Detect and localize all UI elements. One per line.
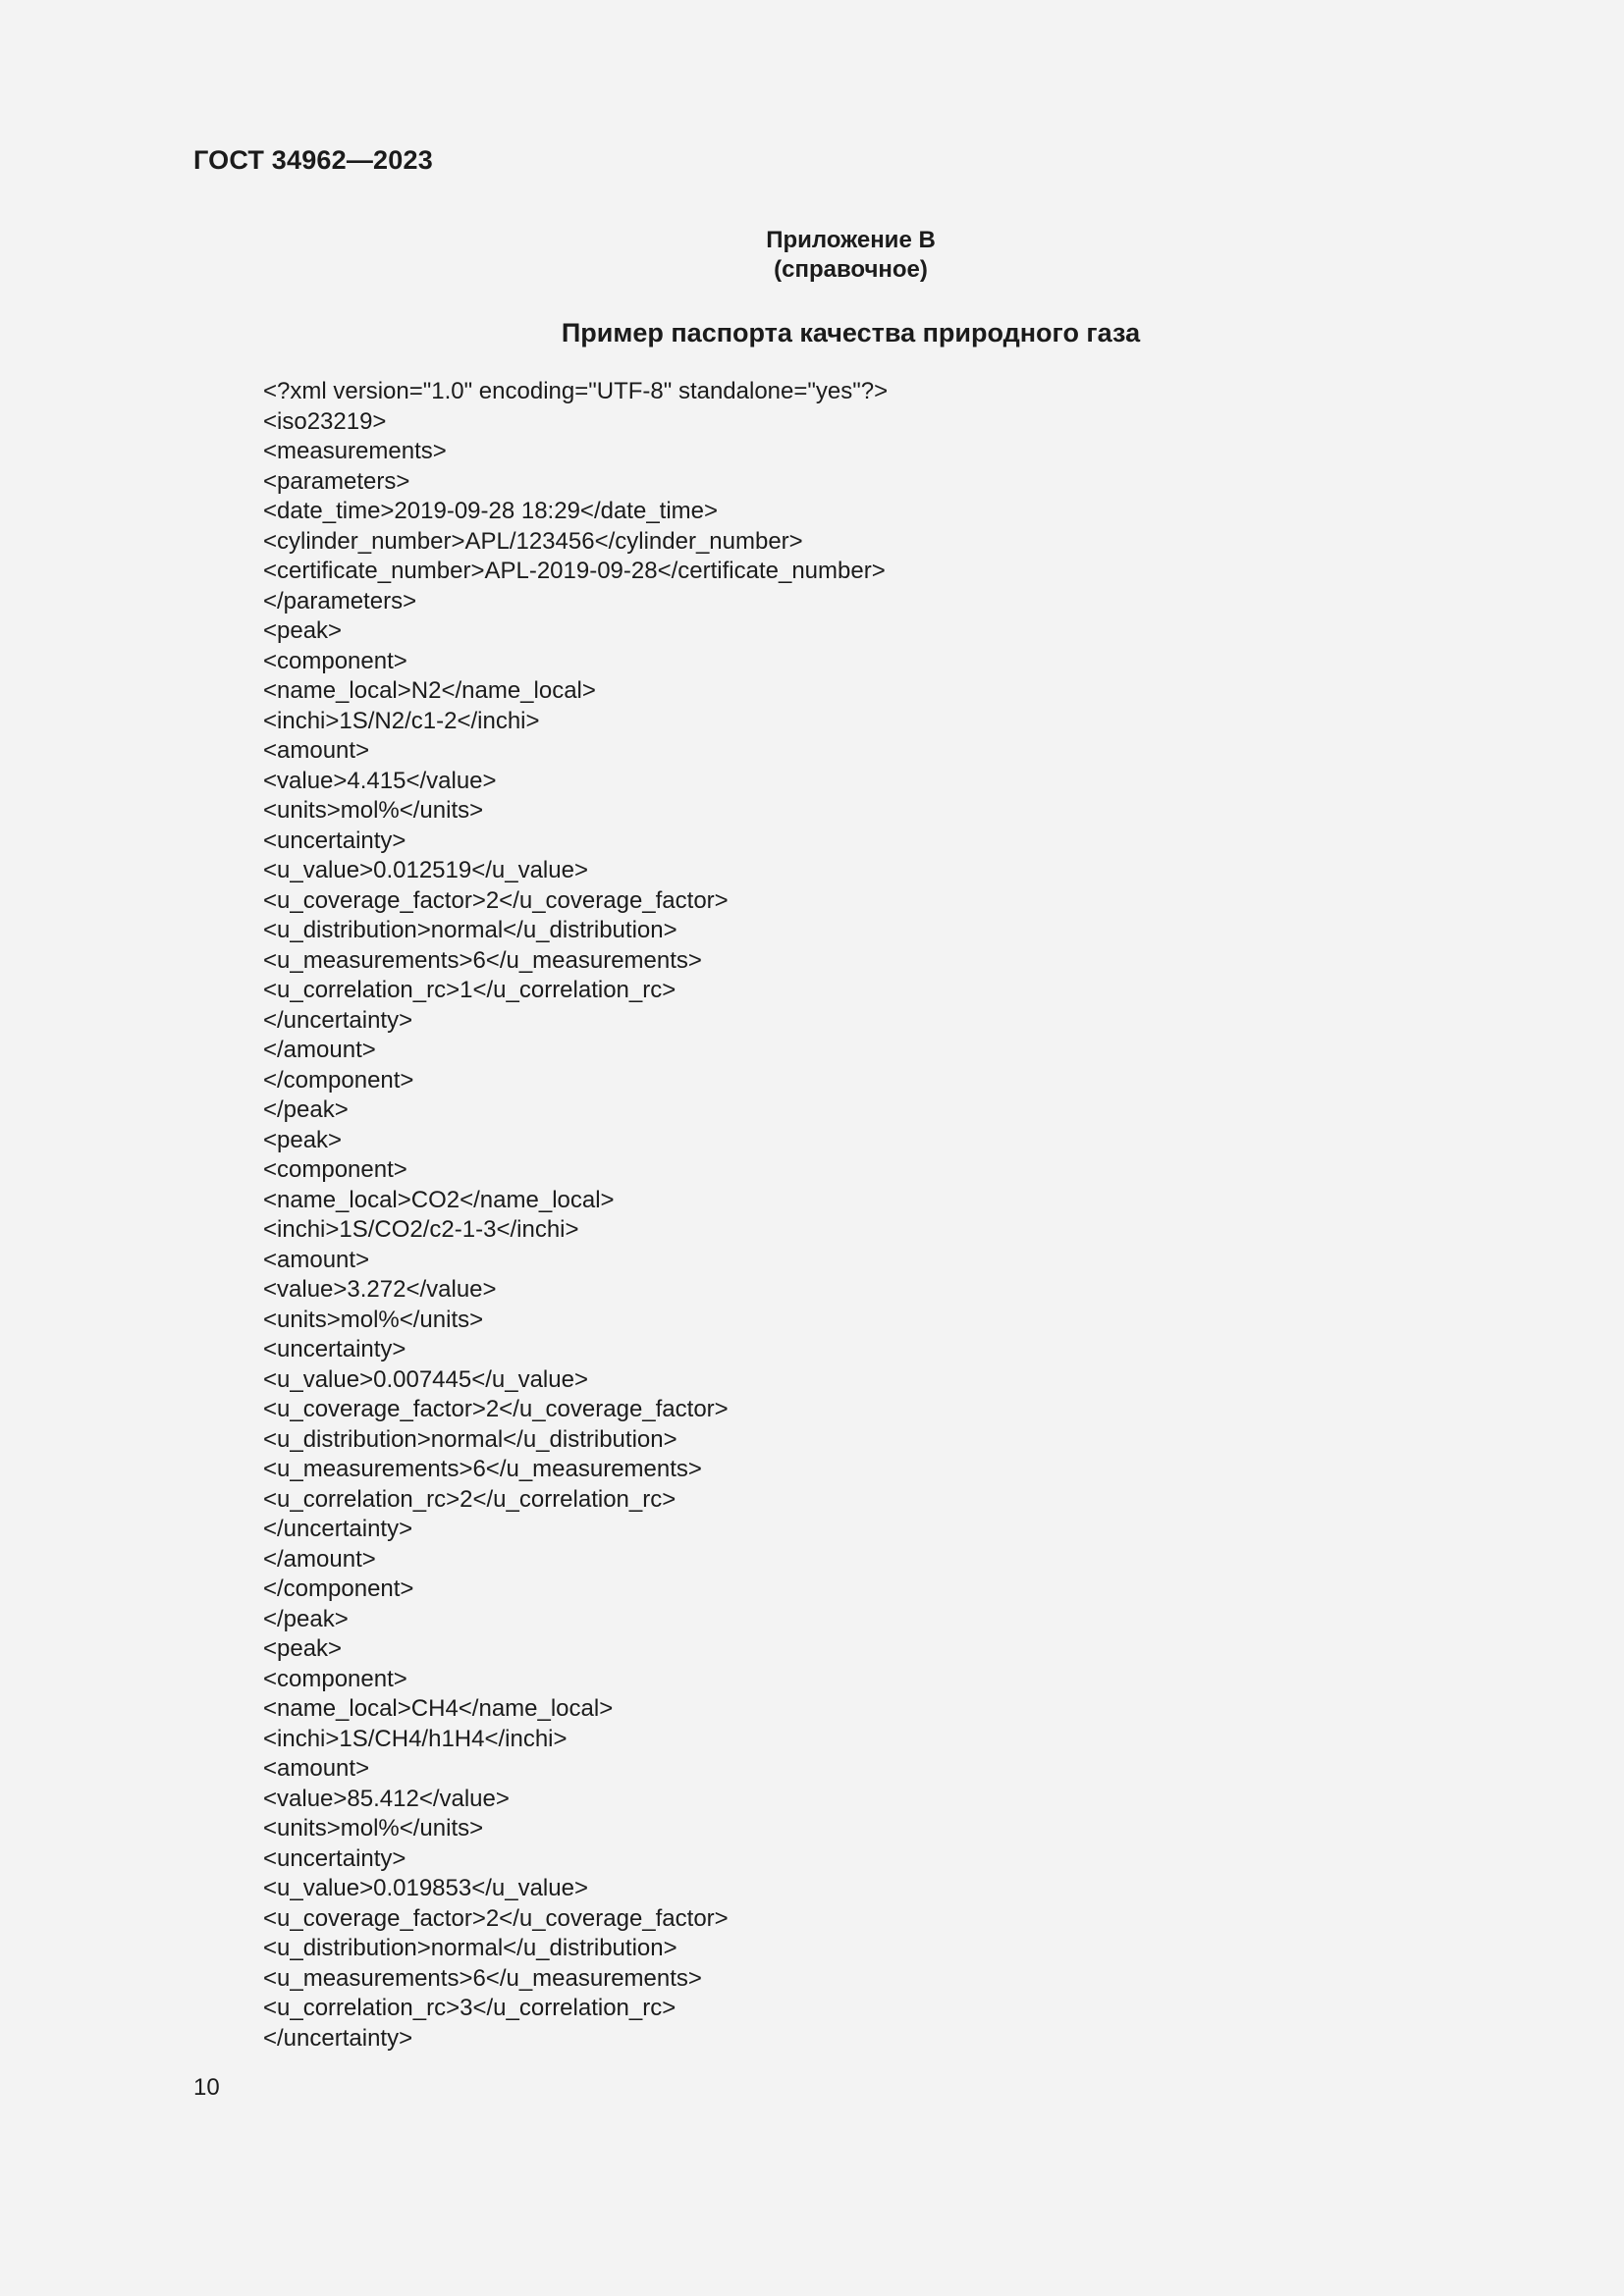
- xml-code-line: <u_value>0.007445</u_value>: [263, 1365, 588, 1393]
- xml-code-line: <iso23219>: [263, 407, 387, 435]
- xml-code-line: <inchi>1S/N2/c1-2</inchi>: [263, 707, 540, 734]
- xml-code-line: </peak>: [263, 1605, 349, 1632]
- xml-code-line: <component>: [263, 1156, 407, 1183]
- xml-code-line: <u_measurements>6</u_measurements>: [263, 1964, 702, 1992]
- xml-code-line: <u_value>0.019853</u_value>: [263, 1875, 588, 1901]
- xml-code-line: </uncertainty>: [263, 1516, 413, 1542]
- xml-code-line: </component>: [263, 1575, 414, 1602]
- xml-code-line: <component>: [263, 1665, 407, 1692]
- xml-code-line: <units>mol%</units>: [263, 1306, 484, 1333]
- xml-code-line: <u_measurements>6</u_measurements>: [263, 1456, 702, 1482]
- document-standard-header: ГОСТ 34962—2023: [193, 145, 433, 175]
- xml-code-block: [263, 377, 888, 2054]
- appendix-title: Приложение В: [766, 227, 936, 253]
- xml-code-line: <value>3.272</value>: [263, 1276, 497, 1303]
- xml-code-line: <u_correlation_rc>1</u_correlation_rc>: [263, 977, 677, 1003]
- xml-code-line: <component>: [263, 647, 407, 674]
- xml-code-line: <units>mol%</units>: [263, 797, 484, 824]
- xml-code-line: <u_distribution>normal</u_distribution>: [263, 1935, 677, 1961]
- xml-code-line: <amount>: [263, 1755, 370, 1782]
- xml-code-line: <uncertainty>: [263, 827, 406, 854]
- xml-code-line: <u_value>0.012519</u_value>: [263, 857, 588, 883]
- xml-code-line: <peak>: [263, 617, 343, 644]
- xml-code-line: <units>mol%</units>: [263, 1815, 484, 1842]
- xml-code-line: <name_local>N2</name_local>: [263, 677, 596, 704]
- xml-code-line: <inchi>1S/CH4/h1H4</inchi>: [263, 1725, 568, 1752]
- appendix-type: (справочное): [774, 256, 928, 283]
- xml-code-line: <u_correlation_rc>3</u_correlation_rc>: [263, 1995, 677, 2021]
- xml-code-line: <u_distribution>normal</u_distribution>: [263, 1425, 677, 1453]
- section-title: Пример паспорта качества природного газа: [561, 318, 1141, 347]
- xml-code-line: <u_distribution>normal</u_distribution>: [263, 917, 677, 943]
- xml-code-line: </parameters>: [263, 587, 417, 614]
- xml-code-line: </peak>: [263, 1096, 349, 1123]
- xml-code-line: <?xml version="1.0" encoding="UTF-8" standalone="yes"?>: [263, 378, 889, 404]
- xml-code-line: <date_time>2019-09-28 18:29</date_time>: [263, 498, 719, 524]
- xml-code-line: <peak>: [263, 1126, 343, 1153]
- xml-code-line: <amount>: [263, 737, 370, 764]
- xml-code-line: <parameters>: [263, 467, 410, 495]
- xml-code-line: <name_local>CO2</name_local>: [263, 1186, 615, 1213]
- xml-code-line: <inchi>1S/CO2/c2-1-3</inchi>: [263, 1216, 579, 1243]
- xml-code-line: <u_coverage_factor>2</u_coverage_factor>: [263, 1904, 729, 1932]
- page-number: 10: [193, 2074, 220, 2101]
- xml-code-line: <value>4.415</value>: [263, 767, 497, 794]
- xml-code-line: <uncertainty>: [263, 1336, 406, 1362]
- xml-code-line: </uncertainty>: [263, 2024, 413, 2052]
- xml-code-line: <cylinder_number>APL/123456</cylinder_number>: [263, 527, 803, 555]
- xml-code-line: </amount>: [263, 1037, 376, 1063]
- xml-code-line: </uncertainty>: [263, 1006, 413, 1034]
- xml-code-line: </amount>: [263, 1545, 376, 1573]
- xml-code-line: <u_coverage_factor>2</u_coverage_factor>: [263, 886, 729, 914]
- xml-code-line: </component>: [263, 1066, 414, 1094]
- xml-code-line: <u_measurements>6</u_measurements>: [263, 946, 702, 974]
- xml-code-line: <uncertainty>: [263, 1844, 406, 1872]
- xml-code-line: <u_correlation_rc>2</u_correlation_rc>: [263, 1485, 677, 1513]
- xml-code-line: <measurements>: [263, 438, 447, 464]
- xml-code-line: <peak>: [263, 1635, 343, 1662]
- xml-code-line: <name_local>CH4</name_local>: [263, 1695, 614, 1722]
- xml-code-line: <certificate_number>APL-2019-09-28</certificate_number>: [263, 558, 886, 584]
- xml-code-line: <u_coverage_factor>2</u_coverage_factor>: [263, 1396, 729, 1422]
- xml-code-line: <amount>: [263, 1246, 370, 1273]
- xml-code-line: <value>85.412</value>: [263, 1785, 510, 1812]
